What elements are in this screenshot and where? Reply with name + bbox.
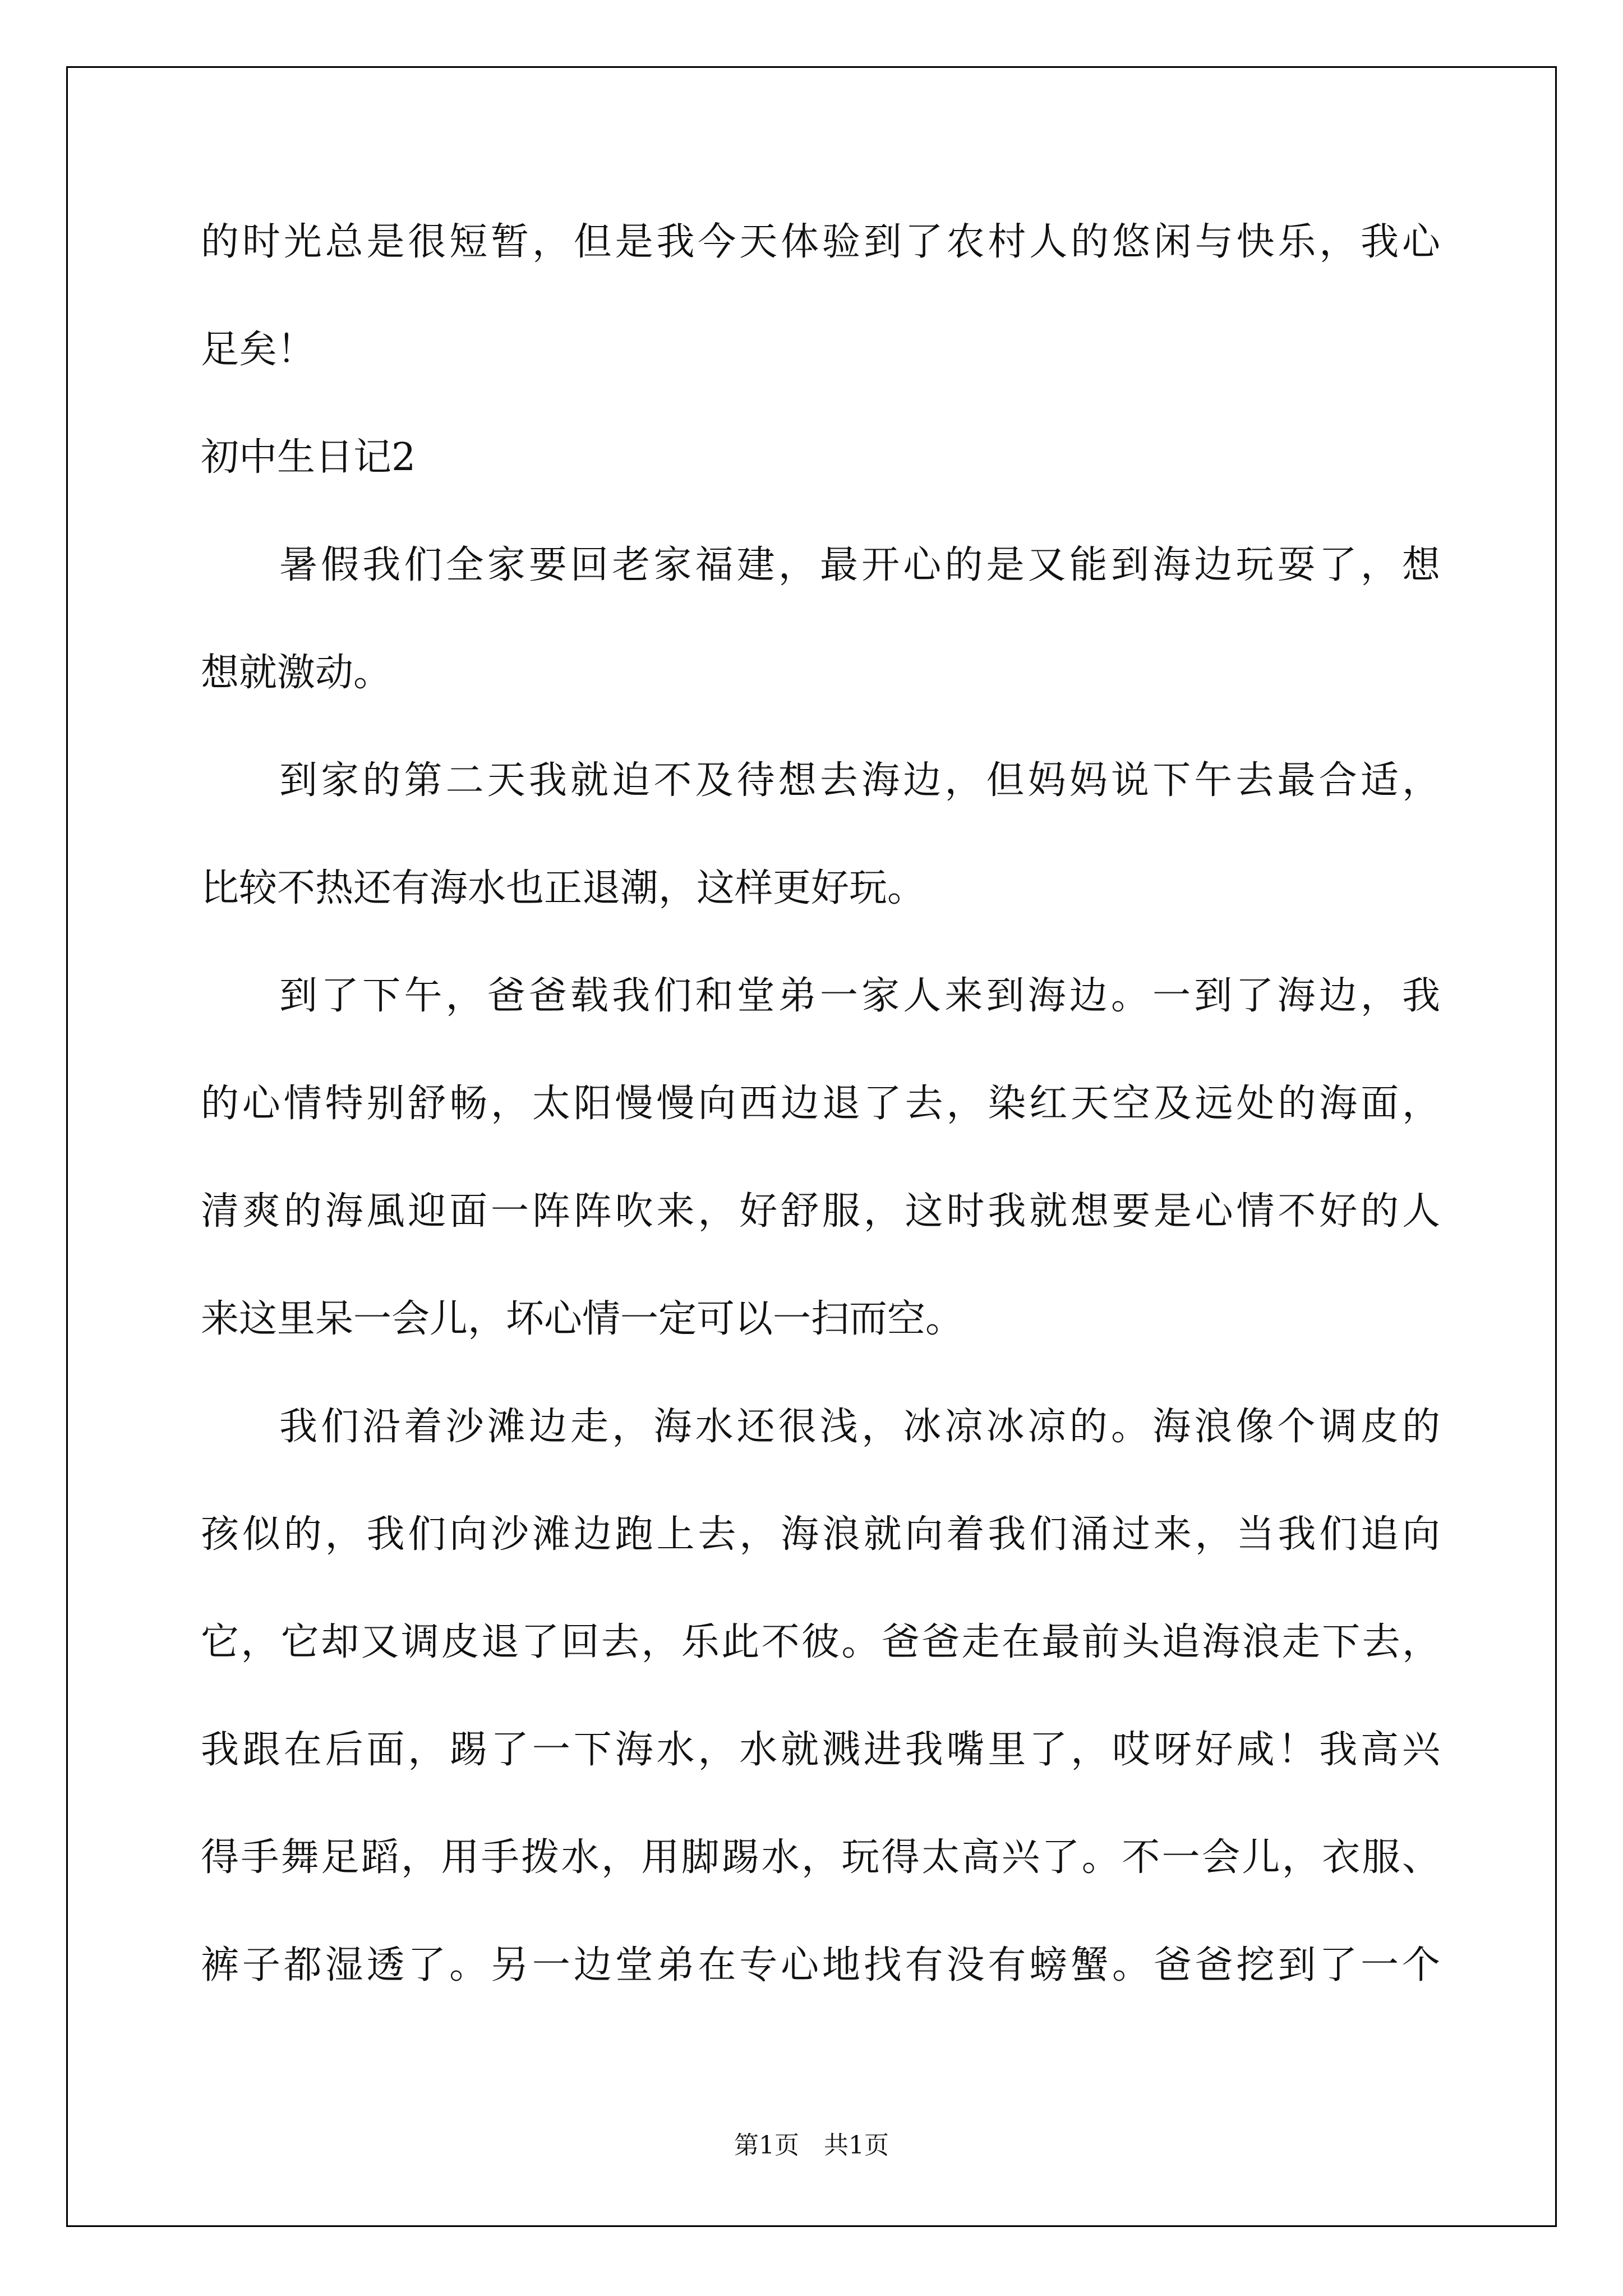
text-line: 想就激动。 bbox=[201, 651, 392, 695]
text-line: 的时光总是很短暂，但是我今天体验到了农村人的悠闲与快乐，我心 bbox=[201, 220, 1440, 264]
text-line: 比较不热还有海水也正退潮，这样更好玩。 bbox=[201, 866, 926, 910]
document-body bbox=[201, 215, 1440, 1993]
text-line: 到了下午，爸爸载我们和堂弟一家人来到海边。一到了海边，我 bbox=[279, 974, 1440, 1018]
text-line: 得手舞足蹈，用手拨水，用脚踢水，玩得太高兴了。不一会儿，衣服、 bbox=[201, 1835, 1440, 1880]
text-line: 足矣！ bbox=[201, 328, 316, 372]
text-line: 它，它却又调皮退了回去，乐此不彼。爸爸走在最前头追海浪走下去， bbox=[201, 1620, 1440, 1664]
text-line: 暑假我们全家要回老家福建，最开心的是又能到海边玩耍了，想 bbox=[279, 543, 1440, 587]
text-line: 我跟在后面，踢了一下海水，水就溅进我嘴里了，哎呀好咸！我高兴 bbox=[201, 1728, 1440, 1772]
text-line: 清爽的海風迎面一阵阵吹来，好舒服，这时我就想要是心情不好的人 bbox=[201, 1189, 1440, 1234]
text-line: 孩似的，我们向沙滩边跑上去，海浪就向着我们涌过来，当我们追向 bbox=[201, 1512, 1440, 1557]
text-line: 的心情特别舒畅，太阳慢慢向西边退了去，染红天空及远处的海面， bbox=[201, 1082, 1440, 1126]
page-number: 第1页 共1页 bbox=[734, 2131, 889, 2160]
text-line: 裤子都湿透了。另一边堂弟在专心地找有没有螃蟹。爸爸挖到了一个 bbox=[201, 1943, 1440, 1987]
text-line: 我们沿着沙滩边走，海水还很浅，冰凉冰凉的。海浪像个调皮的 bbox=[279, 1405, 1440, 1449]
diary-heading: 初中生日记2 bbox=[201, 435, 416, 480]
text-line: 来这里呆一会儿，坏心情一定可以一扫而空。 bbox=[201, 1297, 964, 1341]
text-line: 到家的第二天我就迫不及待想去海边，但妈妈说下午去最合适， bbox=[279, 758, 1440, 803]
